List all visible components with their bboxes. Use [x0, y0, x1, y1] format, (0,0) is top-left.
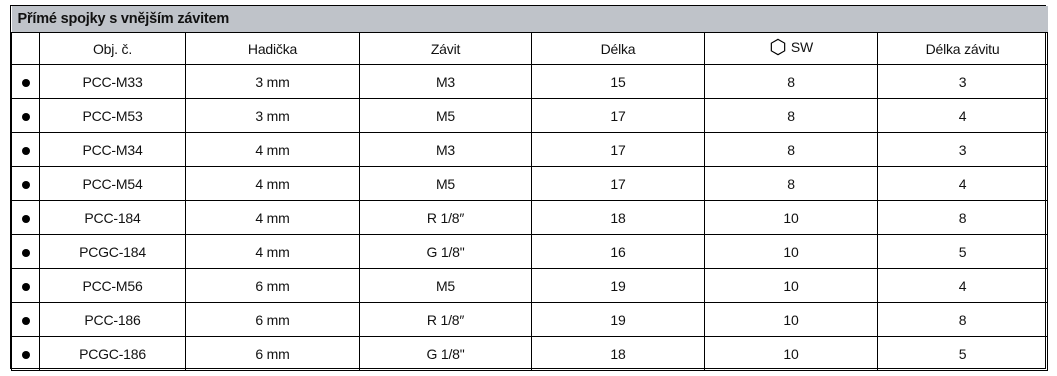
cell-delka: 17 [532, 99, 705, 133]
cell-zavit: M3 [360, 133, 532, 167]
cell-hadicka: 3 mm [186, 65, 360, 99]
cell-obj: PCC-M56 [40, 269, 186, 303]
cell-delka: 18 [532, 337, 705, 371]
header-delka-zavitu: Délka závitu [878, 33, 1048, 65]
cell-zavit: G 1/8" [360, 337, 532, 371]
cell-obj: PCC-M34 [40, 133, 186, 167]
cell-delka-zavitu: 5 [878, 235, 1048, 269]
cell-delka-zavitu: 4 [878, 99, 1048, 133]
row-bullet-cell [12, 133, 40, 167]
cell-sw: 10 [705, 303, 878, 337]
cell-delka-zavitu: 4 [878, 269, 1048, 303]
cell-hadicka: 4 mm [186, 235, 360, 269]
cell-zavit: G 1/8" [360, 235, 532, 269]
cell-obj: PCC-M54 [40, 167, 186, 201]
row-bullet-cell [12, 235, 40, 269]
cell-delka: 18 [532, 201, 705, 235]
table-header-row [12, 33, 1048, 65]
bullet-icon [22, 249, 30, 257]
table-title-row [12, 6, 1048, 33]
table-row [12, 269, 1048, 303]
cell-sw: 10 [705, 337, 878, 371]
cell-zavit: M5 [360, 99, 532, 133]
cell-delka-zavitu: 3 [878, 133, 1048, 167]
bullet-icon [22, 147, 30, 155]
cell-sw: 8 [705, 133, 878, 167]
cell-delka: 16 [532, 235, 705, 269]
cell-obj: PCC-M33 [40, 65, 186, 99]
cell-zavit: R 1/8″ [360, 201, 532, 235]
cell-sw: 8 [705, 167, 878, 201]
cell-delka: 19 [532, 303, 705, 337]
cell-zavit: M5 [360, 167, 532, 201]
cell-delka: 19 [532, 269, 705, 303]
cell-delka-zavitu: 3 [878, 65, 1048, 99]
row-bullet-cell [12, 65, 40, 99]
header-sw [705, 33, 878, 65]
cell-hadicka: 4 mm [186, 167, 360, 201]
table-row [12, 65, 1048, 99]
cell-delka-zavitu: 5 [878, 337, 1048, 371]
cell-zavit: M3 [360, 65, 532, 99]
header-obj: Obj. č. [40, 33, 186, 65]
cell-hadicka: 4 mm [186, 133, 360, 167]
cell-hadicka: 6 mm [186, 337, 360, 371]
cell-obj: PCC-M53 [40, 99, 186, 133]
row-bullet-cell [12, 337, 40, 371]
cell-obj: PCC-184 [40, 201, 186, 235]
row-bullet-cell [12, 269, 40, 303]
header-sw-label: SW [790, 39, 814, 55]
cell-sw: 8 [705, 65, 878, 99]
row-bullet-cell [12, 167, 40, 201]
header-hadicka: Hadička [186, 33, 360, 65]
bullet-icon [22, 113, 30, 121]
row-bullet-cell [12, 201, 40, 235]
bullet-icon [22, 215, 30, 223]
table-title: Přímé spojky s vnějším závitem [12, 6, 1048, 33]
row-bullet-cell [12, 99, 40, 133]
header-bullet-column [12, 33, 40, 65]
table-row [12, 235, 1048, 269]
table-row [12, 303, 1048, 337]
cell-hadicka: 6 mm [186, 303, 360, 337]
bullet-icon [22, 79, 30, 87]
cell-sw: 10 [705, 235, 878, 269]
cell-obj: PCC-186 [40, 303, 186, 337]
cell-obj: PCGC-184 [40, 235, 186, 269]
header-zavit: Závit [360, 33, 532, 65]
cell-obj: PCGC-186 [40, 337, 186, 371]
cell-sw: 10 [705, 269, 878, 303]
bullet-icon [22, 283, 30, 291]
cell-hadicka: 3 mm [186, 99, 360, 133]
product-table [11, 6, 1048, 371]
bullet-icon [22, 317, 30, 325]
table-row [12, 201, 1048, 235]
row-bullet-cell [12, 303, 40, 337]
cell-zavit: M5 [360, 269, 532, 303]
table-row [12, 167, 1048, 201]
table-body [12, 65, 1048, 371]
cell-delka: 15 [532, 65, 705, 99]
cell-delka: 17 [532, 133, 705, 167]
cell-sw: 8 [705, 99, 878, 133]
header-delka: Délka [532, 33, 705, 65]
hexagon-icon [769, 38, 787, 56]
cell-delka-zavitu: 8 [878, 303, 1048, 337]
cell-delka: 17 [532, 167, 705, 201]
cell-delka-zavitu: 4 [878, 167, 1048, 201]
cell-zavit: R 1/8″ [360, 303, 532, 337]
cell-sw: 10 [705, 201, 878, 235]
bullet-icon [22, 351, 30, 359]
table-row [12, 133, 1048, 167]
cell-hadicka: 6 mm [186, 269, 360, 303]
table-row [12, 99, 1048, 133]
bullet-icon [22, 181, 30, 189]
cell-hadicka: 4 mm [186, 201, 360, 235]
table-row [12, 337, 1048, 371]
product-table-container [10, 5, 1046, 369]
cell-delka-zavitu: 8 [878, 201, 1048, 235]
